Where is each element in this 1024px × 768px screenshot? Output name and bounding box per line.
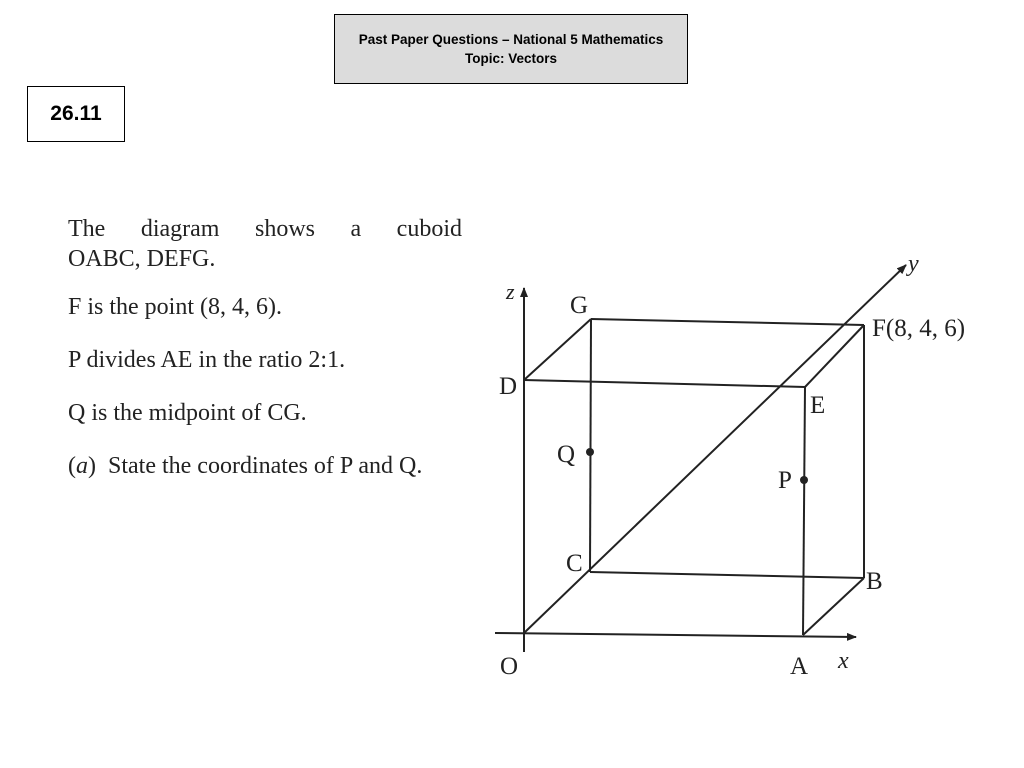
x-axis <box>495 633 856 637</box>
question-intro-line1: The diagram shows a cuboid <box>68 216 462 242</box>
point-q-marker <box>586 448 594 456</box>
question-p-ratio: P divides AE in the ratio 2:1. <box>68 347 346 373</box>
label-d: D <box>499 373 518 400</box>
label-e: E <box>810 392 826 419</box>
label-f: F(8, 4, 6) <box>872 315 966 342</box>
question-f-point: F is the point (8, 4, 6). <box>68 294 282 320</box>
edge-cb <box>590 572 864 578</box>
edge-dg <box>524 319 591 380</box>
question-number: 26.11 <box>50 102 102 125</box>
header-title-line2: Topic: Vectors <box>464 51 558 66</box>
edge-ae <box>803 387 805 635</box>
point-p-marker <box>800 476 808 484</box>
question-part-a: (a) State the coordinates of P and Q. <box>68 453 423 479</box>
edge-gf <box>591 319 864 325</box>
question-q-midpoint: Q is the midpoint of CG. <box>68 400 307 426</box>
edge-cg <box>590 319 591 572</box>
label-o: O <box>500 653 519 680</box>
edge-de <box>524 380 805 387</box>
label-a: A <box>790 653 809 680</box>
label-x-axis: x <box>838 648 849 674</box>
label-p: P <box>778 467 792 494</box>
header-title-line1: Past Paper Questions – National 5 Mathematics <box>358 32 664 47</box>
label-y-axis: y <box>908 251 919 277</box>
part-a-text: State the coordinates of P and Q. <box>108 453 423 479</box>
label-g: G <box>570 292 589 319</box>
edge-ab <box>803 578 864 635</box>
label-z-axis: z <box>506 279 515 304</box>
question-intro-line2: OABC, DEFG. <box>68 246 216 272</box>
label-q: Q <box>557 441 576 468</box>
label-c: C <box>566 550 583 577</box>
label-b: B <box>866 568 883 595</box>
part-a-letter: a <box>76 453 88 479</box>
